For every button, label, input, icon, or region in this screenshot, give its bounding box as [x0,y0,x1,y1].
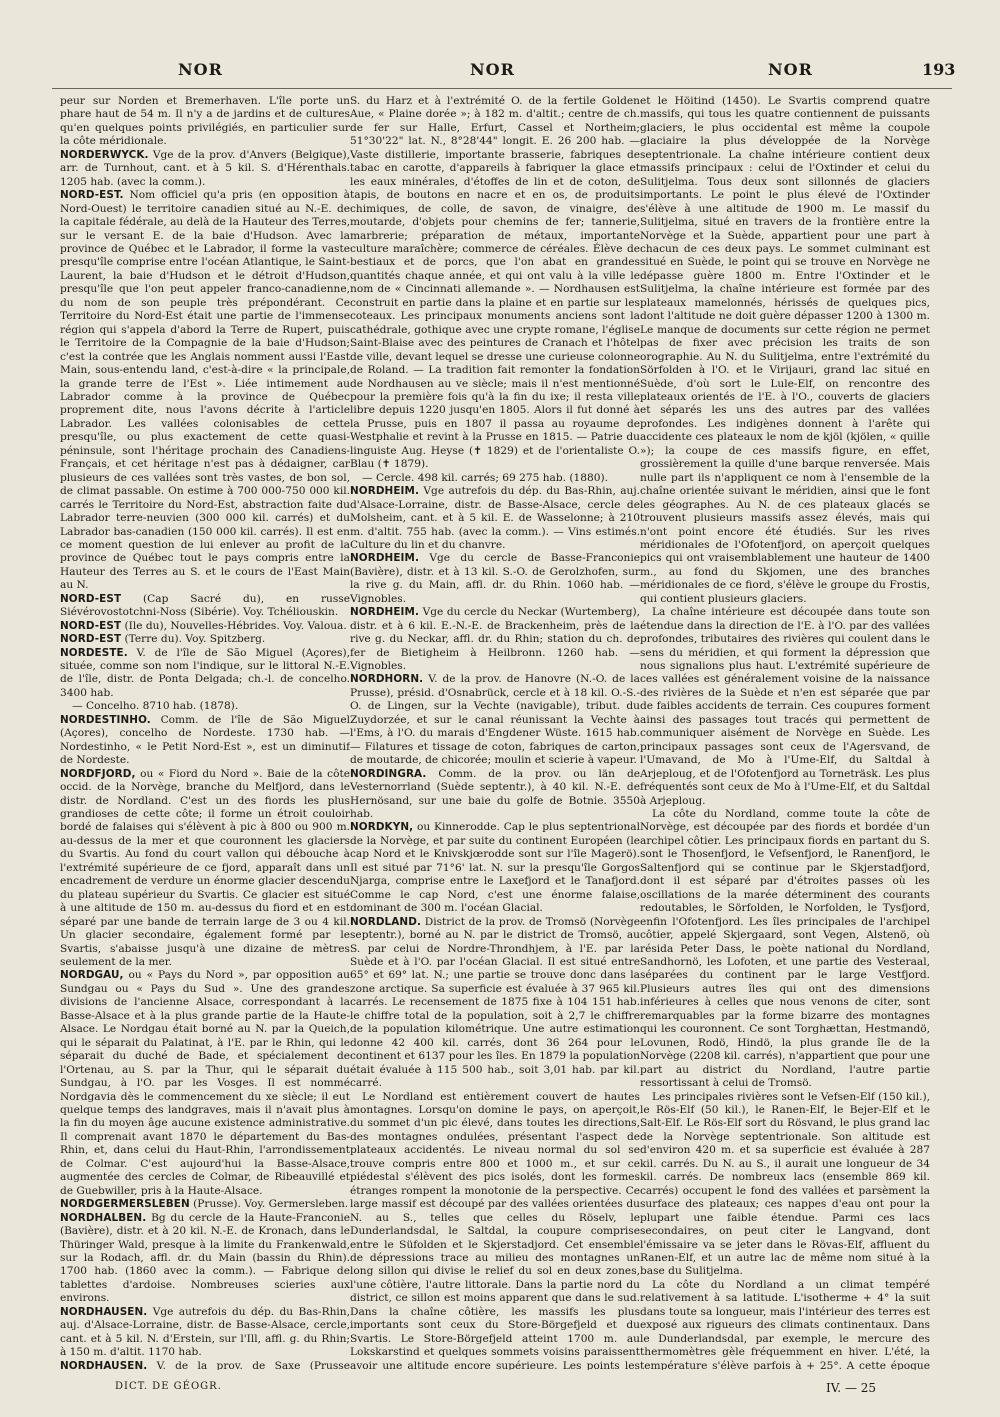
entry-text: ou Kinnerodde. Cap le plus septentrional de la Norvège, et par suite du continent Européen (le cap Nord et le Knivskjœrodde sont sur l'île Magerö). Il est situé par 71°6' lat. N. sur la presqu'île Gorgos Njarga, comprise entre le Laxefjord et le Tanafjord. Comme le cap Nord, c'est une énorme falaise, dominant de 300 m. l'océan Glacial. [350,821,640,915]
dictionary-entry [60,189,350,593]
footer-signature: DICT. DE GÉOGR. [115,1381,222,1392]
entry-text: Vge autrefois du dép. du Bas-Rhin, auj. d'Alsace-Lorraine, distr. de Basse-Alsace, cercle de Molsheim, cant. et à 5 kil. E. de Wasselonne; à 210 m. d'altit. 755 hab. (avec la comm.). — Vins estimés. Culture du lin et du chanvre. [350,485,640,551]
entry-text: Comm. de la prov. ou län de Vesternorrland (Suède septentr.), à 40 kil. N.-E. de Hernösand, sur une baie du golfe de Botnie. 3550 hab. [350,767,640,821]
entry-headword: NORDHEIM. [350,606,420,619]
entry-headword: NORDLAND. [350,915,421,928]
header-guide-word-right: NOR [768,60,813,79]
entry-headword: NORDHAUSEN. [60,1359,148,1370]
dictionary-entry [60,633,350,646]
dictionary-entry [350,916,640,1091]
text-column-2 [350,95,640,1370]
entry-text: V. de la prov. de Saxe (Prusse [156,1359,350,1370]
entry-text: Nom officiel qu'a pris (en opposition à Nord-Ouest) le territoire canadien situé au N.-E. de la capitale fédérale, au delà de la Hauteur des Terres, sur le versant E. de la baie d'Hudson. Avec la province de Québec et le Labrador, il forme la vaste presqu'île comprise entre l'océan Atlantique, le Saint-Laurent, la baie d'Hudson et le détroit d'Hudson, presqu'île que l'on peut appeler franco-canadienne, du nom de son peuple très prépondérant. Ce Territoire du Nord-Est était une partie de l'immense région qui s'appela d'abord la Terre de Rupert, puis le Territoire de la Compagnie de la baie d'Hudson; c'est la contrée que les Anglais nomment aussi l'East Main, sous-entendu land, c'est-à-dire « la principale, la grande terre de l'Est ». Liée intimement au Labrador comme à la province de Québec proprement dite, nous l'avons décrite à l'article Labrador. Les vallées colonisables de cette presqu'île, ou plus exactement de cette quasi-péninsule, sont l'héritage prochain des Canadiens-Français, et cet héritage n'est pas à dédaigner, car plusieurs de ces vallées sont très vastes, de bon sol, de climat passable. On estime à 700 000-750 000 kil. carrés le Territoire du Nord-Est, abstraction faite du Labrador terre-neuvien (300 000 kil. carrés) et du Labrador bas-canadien (150 000 kil. carrés). Il est en ce moment question de lui enlever au profit de la province de Québec tout le pays compris entre la Hauteur des Terres au S. et le cours de l'East Main au N. [60,189,350,592]
entry-headword: NORDGERMERSLEBEN [60,1198,190,1211]
entry-headword: NORDERWYCK. [60,148,149,161]
text-column-1 [60,95,350,1370]
dictionary-entry [60,768,350,970]
dictionary-entry [350,673,640,767]
entry-paragraph: La côte du Nordland, comme toute la côte de Norvège, est découpée par des fiords et bordée d'un archipel côtier. Les principaux fiords en partant du S. sont le Thosenfjord, le Vefsenfjord, le Ranenfjord, le Saltenfjord qui se continue par le Skjerstadfjord, dont il est séparé par d'étroites passes où les oscillations de la marée déterminent des courants redoutables, le Sörfolden, le Norfolden, le Tysfjord, enfin l'Ofotenfjord. Les îles principales de l'archipel côtier, appelé Skjergaard, sont Vegen, Alstenö, où résida Peter Dass, le poète national du Nordland, Sandhornö, les Lofoten, et une partie des Vesteraal, séparées du continent par le large Vestfjord. Plusieurs autres îles qui ont des dimensions inférieures à celles que nous venons de citer, sont remarquables par la forme bizarre des montagnes qui les couronnent. Ce sont Torghættan, Hestmandö, Lovunen, Rodö, Hindö, la plus grande île de la Norvège (2208 kil. carrés), n'appartient que pour une part au district du Nordland, l'autre partie ressortissant à celui de Tromsö. [640,808,930,1090]
dictionary-entry [350,768,640,822]
dictionary-entry [60,969,350,1198]
entry-headword: NORD-EST [60,633,122,646]
entry-paragraph: La côte du Nordland a un climat tempéré relativement à sa latitude. L'isotherme + 4° la suit dans toute sa longueur, mais l'intérieur des terres est exposé aux rigueurs des climats continentaux. Dans le Dunderlandsdal, par exemple, le mercure des thermomètres gèle fréquemment en hiver. L'été, la température s'élève parfois à + 25°. A cette époque [640,1278,930,1370]
continued-text: peur sur Norden et Bremerhaven. L'île porte un phare haut de 54 m. Il n'y a de jardins et de cultures qu'en quelques points privilégiés, en particulier sur la côte méridionale. [60,95,350,148]
header-rule [52,88,952,89]
entry-headword: NORDESTINHO. [60,713,151,726]
dictionary-entry [60,149,350,189]
entry-headword: NORDKYN, [350,821,414,834]
entry-text: Bg du cercle de la Haute-Franconie (Bavière), distr. et à 20 kil. N.-E. de Kronach, dans le Thüringer Wald, presque à la limite du Frankenwald, sur la Rodach, affl. dr. du Main (bassin du Rhin). 1700 hab. (1860 avec la comm.). — Fabrique de tablettes d'ardoise. Nombreuses scieries aux environs. [60,1211,350,1305]
entry-headword: NORDINGRA. [350,767,427,780]
dictionary-entry [60,647,350,701]
page-number: 193 [922,60,956,79]
entry-text: (Ile du), Nouvelles-Hébrides. Voy. Valoua. [121,619,347,632]
dictionary-entry [60,1360,350,1370]
entry-text: (Cap Sacré du), en russe Siévérovostotchni-Noss (Sibérie). Voy. Tchéliouskin. [60,592,350,619]
entry-text: (Terre du). Voy. Spitzberg. [121,633,266,646]
header-guide-word-center: NOR [470,60,515,79]
entry-headword: NORDESTE. [60,646,128,659]
entry-paragraph: — Concelho. 8710 hab. (1878). [72,700,239,713]
entry-text: District de la prov. de Tromsö (Norvège septentr.), borné au N. par le district de Tromsö, au S. par celui de Nordre-Throndhjem, à l'E. par la Suède et à l'O. par l'océan Glacial. Il est situé entre 65° et 69° lat. N.; une partie se trouve donc dans la zone arctique. Sa superficie est évaluée à 37 965 kil. carrés. Le recensement de 1875 fixe à 104 151 hab. le chiffre total de la population, soit à 2,7 le chiffre de la population kilométrique. Une autre estimation donne 42 400 kil. carrés, dont 36 264 pour le continent et 6137 pour les îles. En 1879 la population était évaluée à 115 500 hab., soit 3,01 hab. par kil. carré. [350,915,640,1090]
dictionary-entry [350,821,640,915]
entry-headword: NORDGAU, [60,969,124,982]
entry-text: (Prusse). Voy. Germersleben. [189,1198,349,1211]
dictionary-entry [60,593,350,620]
entry-paragraph: La chaîne intérieure est découpée dans toute son étendue dans la direction de l'E. à l'O. par des vallées profondes, tributaires des rivières qui coulent dans le sens du méridien, et qui forment la dépression que nous signalions plus haut. L'extrémité supérieure de ces vallées est généralement voisine de la naissance des rivières de la Suède et n'en est séparée que par de faibles accidents de terrain. Ces coupures forment ainsi des passages tout tracés qui permettent de communiquer aisément de Norvège en Suède. Les principaux passages sont ceux de l'Agersvand, de l'Umavand, de Mo à l'Ume-Elf, du Saltdal à Arjeploug, et de l'Ofotenfjord au Torneträsk. Les plus fréquentés sont ceux de Mo à l'Ume-Elf, et du Saltdal à Arjeploug. [640,606,930,807]
entry-text: Comm. de l'île de São Miguel (Açores), concelho de Nordeste. 1730 hab. — Nordestinho, « le Petit Nord-Est », est un diminutif de Nordeste. [60,713,350,767]
header-guide-word-left: NOR [178,60,223,79]
footer-volume-sheet: IV. — 25 [826,1381,877,1395]
entry-headword: NORD-EST [60,619,122,632]
entry-paragraph: — Cercle. 498 kil. carrés; 69 275 hab. (1880). [362,471,608,484]
entry-text: Vge autrefois du dép. du Bas-Rhin, auj. d'Alsace-Lorraine, distr. de Basse-Alsace, cercle, cant. et à 5 kil. N. d'Erstein, sur l'Ill, affl. g. du Rhin; à 150 m. d'altit. 1170 hab. [60,1305,350,1359]
entry-headword: NORD-EST [60,592,122,605]
continued-text: S. du Harz et à l'extrémité O. de la fertile Golden Aue, « Plaine dorée »; à 182 m. d'altit.; centre de ch. de fer sur Halle, Erfurt, Cassel et Northeim; 51°30'22" lat. N., 8°28'44" longit. E. 26 200 hab. — Vaste distillerie, importante brasserie, fabriques de tabac en carotte, d'appareils à fabriquer la glace et les eaux minérales, d'étoffes de lin et de coton, de tapis, de boutons en nacre et en os, de produits chimiques, de colle, de savon, de vinaigre, de moutarde, d'objets pour chemins de fer; tannerie, marbrerie; préparation de métaux, importante culture maraîchère; commerce de céréales. Élève de bestiaux et de porcs, que l'on abat en grandes quantités chaque année, et qui ont valu à la ville le nom de « Cincinnati allemande ». — Nordhausen est construit en partie dans la plaine et en partie sur les coteaux. Les principaux monuments anciens sont la cathédrale, gothique avec une crypte romane, l'église Saint-Blaise avec des peintures de Cranach et l'hôtel de ville, devant lequel se dresse une curieuse colonne de Roland. — La tradition fait remonter la fondation de Nordhausen au ve siècle; mais il n'est mentionné pour la première fois qu'à la fin du ixe; il resta ville libre depuis 1220 jusqu'en 1805. Alors il fut donné à la Prusse, puis en 1807 il passa au royaume de Westphalie et revint à la Prusse en 1815. — Patrie du linguiste Aug. Heyse (✝ 1829) et de l'orientaliste O. Blau (✝ 1879). [350,95,640,471]
dictionary-entry [350,606,640,673]
dictionary-entry [60,1212,350,1306]
entry-text: Vge de la prov. d'Anvers (Belgique), arr. de Turnhout, cant. et à 5 kil. S. d'Hérenthals. 1205 hab. (avec la comm.). [60,148,350,188]
entry-headword: NORDHEIM. [350,552,420,565]
entry-headword: NORDHEIM. [350,485,420,498]
dictionary-entry [60,714,350,768]
entry-text: ou « Fiord du Nord ». Baie de la côte occid. de la Norvège, branche du Melfjord, dans le distr. de Nordland. C'est un des fiords les plus grandioses de cette côte; il forme un étroit couloir bordé de falaises qui s'élèvent à pic à 800 ou 900 m. au-dessus de la mer et que couronnent les glaciers du Svartis. Au fond du court vallon qui débouche à l'extrémité supérieure de ce fjord, apparaît dans un encadrement de verdure un énorme glacier descendu du plateau supérieur du Svartis. Ce glacier est situé à une altitude de 150 m. au-dessus du fiord et en est séparé par une bande de terrain large de 3 ou 4 kil. Un glacier secondaire, également formé par le Svartis, s'abaisse jusqu'à une dizaine de mètres seulement de la mer. [60,767,350,968]
dictionary-entry [350,552,640,606]
dictionary-entry [350,485,640,552]
entry-headword: NORDFJORD, [60,767,136,780]
entry-text: V. de l'île de São Miguel (Açores), située, comme son nom l'indique, sur le littoral N.-E. de l'île, distr. de Ponta Delgada; ch.-l. de concelho. 3400 hab. [60,646,350,699]
entry-headword: NORDHAUSEN. [60,1305,148,1318]
entry-headword: NORD-EST. [60,189,124,202]
dictionary-entry [60,620,350,633]
entry-text: ou « Pays du Nord », par opposition au Sundgau ou « Pays du Sud ». Une des grandes divisions de l'ancienne Alsace, correspondant à la Basse-Alsace et à la plus grande partie de la Haute-Alsace. Le Nordgau était borné au N. par la Queich, qui le séparait du Palatinat, à l'E. par le Rhin, qui le séparait du duché de Bade, et spécialement de l'Ortenau, au S. par la Thur, qui le séparait du Sundgau, à l'O. par les Vosges. Il est nommé Nordgavia dès le commencement du xe siècle; il eut quelque temps des landgraves, mais il n'avait plus à la fin du moyen âge aucune existence administrative. Il comprenait avant 1870 le département du Bas-Rhin, et, dans celui du Haut-Rhin, l'arrondissement de Colmar. C'est aujourd'hui la Basse-Alsace, augmentée des cercles de Colmar, de Ribeauvillé et de Guebwiller, pris à la Haute-Alsace. [60,969,350,1197]
entry-text: Vge du cercle de Basse-Franconie (Bavière), distr. et à 13 kil. S.-O. de Gerolzhofen, sur la rive g. du Main, affl. dr. du Rhin. 1060 hab. — Vignobles. [350,552,640,605]
dictionary-entry [60,1306,350,1360]
entry-headword: NORDHALBEN. [60,1211,147,1224]
entry-paragraph: Les principales rivières sont le Vefsen-Elf (150 kil.), le Rös-Elf (50 kil.), le Ranen-Elf, le Bejer-Elf et le Salt-Elf. Le Rös-Elf sort du Rösvand, le plus grand lac de la Norvège septentrionale. Son altitude est d'environ 420 m. et sa superficie est évaluée à 287 kil. carrés. Du N. au S., il aurait une longueur de 34 kil. carrés. De nombreux lacs (ensemble 869 kil. carrés) occupent le fond des vallées et parsèment la surface des plateaux; ces nappes d'eau ont pour la plupart une faible étendue. Parmi ces lacs secondaires, on peut citer le Langvand, dont l'émissaire va se jeter dans le Rövas-Elf, affluent du Ranen-Elf, et un autre lac de même nom situé à la base du Sulitjelma. [640,1090,930,1278]
running-header [0,60,1000,86]
dictionary-entry [60,1198,350,1211]
entry-paragraph: Le Nordland est entièrement couvert de hautes montagnes. Lorsqu'on domine le pays, on aperçoit, du sommet d'un pic élevé, dans toutes les directions, des montagnes ondulées, présentant l'aspect de plateaux accidentés. Le niveau normal du sol se trouve compris entre 800 et 1000 m., et sur ce piédestal s'élèvent des pics isolés, dont les formes étranges rompent la monotonie de la perspective. Ce large massif est découpé par des vallées orientées du N. au S., telles que celles du Röselv, le Dunderlandsdal, le Saltdal, la coupure comprise entre le Süfolden et le Skjerstadjord. Cet ensemble de dépressions trace au milieu des montagnes un long sillon qui divise le relief du sol en deux zones, l'une côtière, l'autre littorale. Dans la partie nord du district, ce sillon est moins apparent que dans le sud. Dans la chaîne côtière, les massifs les plus importants sont ceux du Store-Börgefjeld et du Svartis. Le Store-Börgefjeld atteint 1700 m. au Lokskarstind et quelques sommets voisins paraissent avoir une altitude encore supérieure. Les points les [350,1090,640,1370]
entry-text: V. de la prov. de Hanovre (N.-O. de la Prusse), présid. d'Osnabrück, cercle et à 18 kil. O.-S.-O. de Lingen, sur la Vechte (navigable), tribut. du Zuydorzée, et sur le canal réunissant la Vechte à l'Ems, à l'O. du marais d'Engdener Wüste. 1615 hab. — Filatures et tissage de coton, fabriques de carton, de moutarde, de chicorée; moulin et scierie à vapeur. [350,673,640,767]
entry-headword: NORDHORN. [350,673,424,686]
entry-text: Vge du cercle du Neckar (Wurtemberg), distr. et à 6 kil. E.-N.-E. de Brackenheim, près de la rive g. du Neckar, affl. dr. du Rhin; station du ch. de fer de Bietigheim à Heilbronn. 1260 hab. — Vignobles. [350,606,640,673]
continued-text: et le Höitind (1450). Le Svartis comprend quatre massifs, qui tous les quatre contiennent de puissants glaciers, le plus occidental est même la coupole glaciaire la plus développée de la Norvège septentrionale. La chaîne intérieure contient deux massifs principaux : celui de l'Oxtinder et celui du Sulitjelma. Tous deux sont sillonnés de glaciers importants. Le point le plus élevé de l'Oxtinder s'élève à une altitude de 1900 m. Le massif du Sulitjelma, situé en travers de la frontière entre la Norvège et la Suède, appartient pour une part à chacun de ces deux pays. Le sommet culminant est situé en Suède, le point qui se trouve en Norvège ne dépasse guère 1800 m. Entre l'Oxtinder et le Sulitjelma, la chaîne intérieure est formée par des plateaux mamelonnés, hérissés de quelques pics, dont l'altitude ne doit guère dépasser 1200 à 1300 m. Le manque de documents sur cette région ne permet pas de fixer avec précision les traits de son orographie. Au N. du Sulitjelma, entre l'extrémité du Sörfolden à l'O. et le Virijauri, grand lac situé en Suède, d'où sort le Lule-Elf, on rencontre des plateaux orientés de l'E. à l'O., couverts de glaciers et séparés les uns des autres par des vallées profondes. Les indigènes donnent à l'arête qui accidente ces plateaux le nom de kjöl (kjölen, « quille »); la coupe de ces massifs figure, en effet, grossièrement la quille d'une barque renversée. Mais nulle part ils n'appliquent ce nom à l'ensemble de la chaîne orientée suivant le méridien, ainsi que le font les géographes. Au N. de ces plateaux glacés se trouvent plusieurs massifs assez élevés, mais qui n'ont point encore été étudiés. Sur les rives méridionales de l'Ofotenfjord, on aperçoit quelques pics qui ont vraisemblablement une hauteur de 1400 m., au fond du Skjomen, une des branches méridionales de ce fiord, s'élève le groupe du Frostis, qui contient plusieurs glaciers. [640,95,930,605]
text-column-3 [640,95,930,1370]
